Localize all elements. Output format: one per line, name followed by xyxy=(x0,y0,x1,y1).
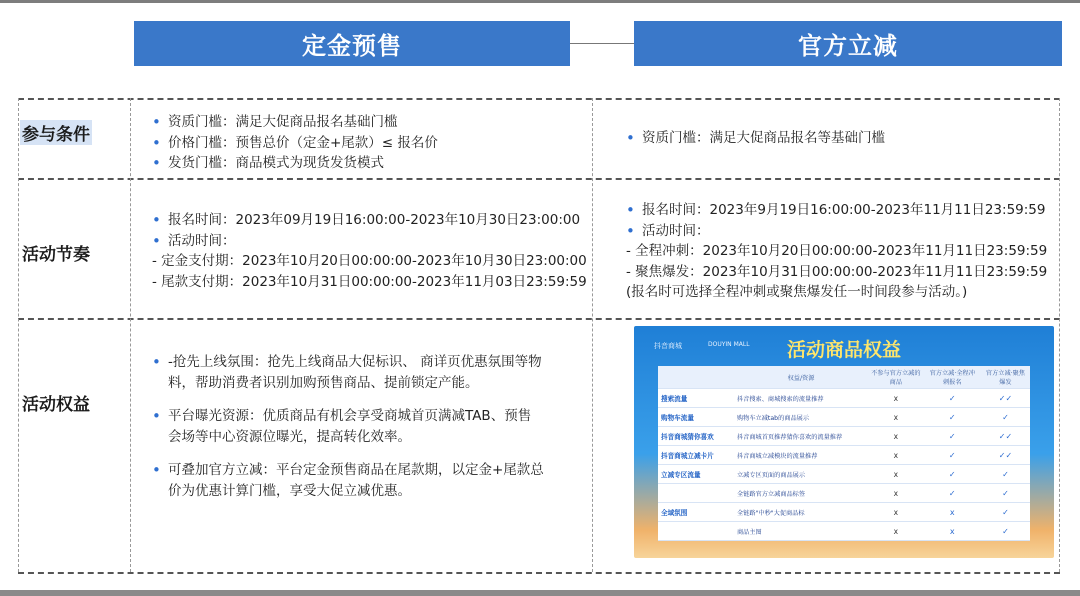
resource-cell xyxy=(658,484,734,503)
benefit-line: 价为优惠计算门槛，享受大促立减优惠。 xyxy=(168,482,411,499)
mark-cell: ✓ xyxy=(924,484,981,503)
mark-cell: x xyxy=(924,503,981,522)
mark-cell: ✓ xyxy=(981,503,1030,522)
table-row xyxy=(658,427,1030,446)
table-row xyxy=(658,503,1030,522)
conditions-official xyxy=(626,128,885,149)
description-cell: 商品主图 xyxy=(734,522,868,541)
list-item: • 价格门槛：预售总价（定金+尾款）≤ 报名价 xyxy=(152,133,438,154)
grid-line xyxy=(18,178,1060,180)
table-row xyxy=(658,446,1030,465)
mark-cell: x xyxy=(868,484,924,503)
grid-line xyxy=(1059,98,1060,572)
table-row xyxy=(658,389,1030,408)
resource-cell: 购物车流量 xyxy=(658,408,734,427)
mark-cell: ✓ xyxy=(924,465,981,484)
schedule-presale xyxy=(152,210,587,292)
mark-cell: ✓ xyxy=(924,408,981,427)
benefit-line: • 可叠加官方立减：平台定金预售商品在尾款期，以定金+尾款总 xyxy=(168,462,544,478)
top-border xyxy=(0,0,1080,3)
grid-line xyxy=(592,98,593,572)
list-item: • 资质门槛：满足大促商品报名基础门槛 xyxy=(152,112,438,133)
benefit-line: • -抢先上线氛围：抢先上线商品大促标识、 商详页优惠氛围等物 xyxy=(168,354,542,370)
column-header: 官方立减·聚焦爆发 xyxy=(981,366,1030,389)
schedule-official xyxy=(626,200,1047,303)
resource-cell: 抖音商城猜你喜欢 xyxy=(658,427,734,446)
header-official-discount: 官方立减 xyxy=(634,21,1062,66)
mark-cell: x xyxy=(868,522,924,541)
benefits-poster-image xyxy=(634,326,1054,558)
mark-cell: x xyxy=(924,522,981,541)
column-header: 权益/资源 xyxy=(734,366,868,389)
poster-benefit-table xyxy=(658,366,1030,541)
schedule-line: - 尾款支付期：2023年10月31日00:00:00-2023年11月03日23:59:59 xyxy=(152,273,587,290)
mark-cell: x xyxy=(868,389,924,408)
description-cell: 立减专区页面的商品展示 xyxy=(734,465,868,484)
list-item: • 发货门槛：商品模式为现货发货模式 xyxy=(152,153,438,174)
column-header xyxy=(658,366,734,389)
mark-cell: x xyxy=(868,427,924,446)
table-row xyxy=(658,484,1030,503)
list-item: • 资质门槛：满足大促商品报名等基础门槛 xyxy=(626,128,885,149)
mark-cell: ✓✓ xyxy=(981,389,1030,408)
list-item: • 活动时间： xyxy=(152,231,587,252)
mark-cell: ✓ xyxy=(924,446,981,465)
resource-cell: 全域氛围 xyxy=(658,503,734,522)
mark-cell: x xyxy=(868,408,924,427)
conditions-presale xyxy=(152,112,438,174)
resource-cell: 抖音商城立减卡片 xyxy=(658,446,734,465)
resource-cell: 搜索流量 xyxy=(658,389,734,408)
mark-cell: x xyxy=(868,503,924,522)
grid-line xyxy=(18,98,1060,100)
mark-cell: ✓ xyxy=(924,389,981,408)
benefit-line: • 平台曝光资源：优质商品有机会享受商城首页满减TAB、预售 xyxy=(168,408,532,424)
list-item xyxy=(152,460,544,501)
poster-title: 活动商品权益 xyxy=(786,339,901,361)
list-item: • 报名时间：2023年9月19日16:00:00-2023年11月11日23:59:59 xyxy=(626,200,1047,221)
description-cell: 抖音搜索、商城搜索的流量推荐 xyxy=(734,389,868,408)
grid-line xyxy=(130,98,131,572)
mark-cell: ✓✓ xyxy=(981,446,1030,465)
benefits-presale xyxy=(152,352,544,501)
row-label-conditions: 参与条件 xyxy=(20,120,92,145)
benefit-line: 会场等中心资源位曝光，提高转化效率。 xyxy=(168,428,411,445)
header-connector xyxy=(570,43,634,44)
mark-cell: ✓ xyxy=(981,465,1030,484)
description-cell: 全链路官方立减商品标签 xyxy=(734,484,868,503)
column-header: 不参与官方立减的商品 xyxy=(868,366,924,389)
mark-cell: ✓ xyxy=(924,427,981,446)
mark-cell: ✓✓ xyxy=(981,427,1030,446)
bottom-border xyxy=(0,590,1080,596)
description-cell: 购物车立减tab的商品展示 xyxy=(734,408,868,427)
column-header: 官方立减·全程冲刺报名 xyxy=(924,366,981,389)
schedule-line: - 全程冲刺：2023年10月20日00:00:00-2023年11月11日23:59:59 xyxy=(626,243,1048,259)
description-cell: 抖音商城首页推荐猜你喜欢的流量推荐 xyxy=(734,427,868,446)
table-row xyxy=(658,408,1030,427)
description-cell: 全链路"中秒"大促商品标 xyxy=(734,503,868,522)
list-item xyxy=(152,352,544,393)
mark-cell: ✓ xyxy=(981,484,1030,503)
table-row xyxy=(658,465,1030,484)
douyin-mall-logo-en: DOUYIN MALL xyxy=(708,341,750,348)
table-row xyxy=(658,522,1030,541)
list-item: • 活动时间： xyxy=(626,221,1047,242)
grid-line xyxy=(18,318,1060,320)
resource-cell xyxy=(658,522,734,541)
schedule-note: (报名时可选择全程冲刺或聚焦爆发任一时间段参与活动。) xyxy=(626,284,968,300)
mark-cell: ✓ xyxy=(981,408,1030,427)
benefit-line: 料，帮助消费者识别加购预售商品、提前锁定产能。 xyxy=(168,374,479,391)
resource-cell: 立减专区流量 xyxy=(658,465,734,484)
header-presale: 定金预售 xyxy=(134,21,570,66)
table-header-row xyxy=(658,366,1030,389)
row-label-benefits: 活动权益 xyxy=(22,395,90,415)
list-item: • 报名时间：2023年09月19日16:00:00-2023年10月30日23:00:00 xyxy=(152,210,587,231)
grid-line xyxy=(18,572,1060,574)
mark-cell: x xyxy=(868,446,924,465)
mark-cell: x xyxy=(868,465,924,484)
schedule-line: - 定金支付期：2023年10月20日00:00:00-2023年10月30日23:00:00 xyxy=(152,253,587,269)
mark-cell: ✓ xyxy=(981,522,1030,541)
grid-line xyxy=(18,98,19,572)
description-cell: 抖音商城立减模块的流量推荐 xyxy=(734,446,868,465)
schedule-line: - 聚焦爆发：2023年10月31日00:00:00-2023年11月11日23:59:59 xyxy=(626,263,1048,280)
douyin-mall-logo: 抖音商城 xyxy=(654,342,682,350)
row-label-schedule: 活动节奏 xyxy=(22,245,90,265)
list-item xyxy=(152,406,544,447)
